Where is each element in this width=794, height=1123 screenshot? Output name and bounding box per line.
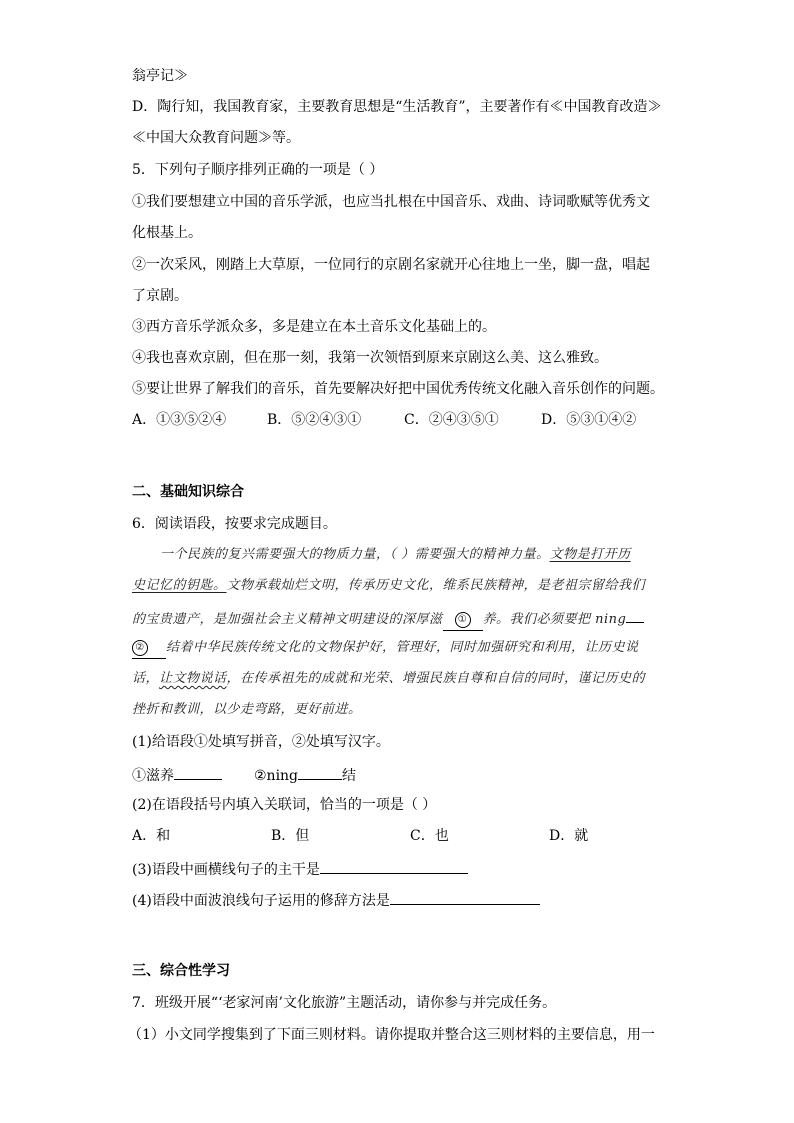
q7-stem: 7．班级开展“‘老家河南’文化旅游”主题活动，请你参与并完成任务。	[132, 995, 557, 1011]
q5-option-a[interactable]: A．①③⑤②④	[132, 412, 227, 428]
q4-option-c-tail: 翁亭记≫	[132, 68, 188, 84]
q6-sub-2-options	[132, 826, 672, 846]
q6-stem: 6．阅读语段，按要求完成题目。	[132, 516, 337, 532]
q6-sub-4: (4)语段中面波浪线句子运用的修辞方法是	[132, 889, 672, 911]
q5-option-c[interactable]: C．②④③⑤①	[404, 412, 499, 428]
q5-sentence-3: ③西方音乐学派众多，多是建立在本土音乐文化基础上的。	[132, 319, 496, 335]
q5-sentence-2a: ②一次采风，刚踏上大草原，一位同行的京剧名家就开心往地上一坐，脚一盘，唱起	[132, 257, 650, 273]
q6-sub-2: (2)在语段括号内填入关联词，恰当的一项是（ ）	[132, 797, 437, 813]
underlined-sentence: 文物是打开历	[549, 547, 631, 562]
passage-line-2: 史记忆的钥匙。文物承载灿烂文明，传承历史文化，维系民族精神，是老祖宗留给我们	[132, 578, 646, 593]
answer-blank-4[interactable]	[390, 889, 540, 905]
q6-option-a[interactable]: A．和	[132, 828, 171, 844]
q5-sentence-2b: 了京剧。	[132, 288, 188, 304]
q6-option-c[interactable]: C．也	[410, 828, 449, 844]
q6-sub-1: (1)给语段①处填写拼音，②处填写汉字。	[132, 734, 390, 750]
passage-line-3: 的宝贵遗产，是加强社会主义精神文明建设的深厚滋 ① 养。我们必须要把 ning	[132, 607, 672, 631]
q4-option-d-cont: ≪中国大众教育问题≫等。	[132, 130, 300, 146]
q5-sentence-1b: 化根基上。	[132, 225, 202, 241]
blank-2-start	[626, 607, 644, 623]
q6-option-d[interactable]: D．就	[549, 828, 589, 844]
underlined-sentence-cont: 史记忆的钥匙。	[132, 578, 227, 593]
passage-line-5: 话，让文物说话，在传承祖先的成就和光荣、增强民族自尊和自信的同时，谨记历史的	[132, 671, 646, 686]
passage-line-1: 一个民族的复兴需要强大的物质力量，（ ）需要强大的精神力量。文物是打开历	[160, 547, 631, 562]
q5-sentence-5: ⑤要让世界了解我们的音乐，首先要解决好把中国优秀传统文化融入音乐创作的问题。	[132, 381, 664, 397]
q5-options	[132, 410, 672, 430]
blank-1: ①	[443, 610, 483, 631]
q5-sentence-4: ④我也喜欢京剧，但在那一刻，我第一次领悟到原来京剧这么美、这么雅致。	[132, 350, 608, 366]
section-3-title: 三、综合性学习	[132, 963, 230, 979]
q5-stem: 5．下列句子顺序排列正确的一项是（ ）	[132, 162, 384, 178]
q5-option-b[interactable]: B．⑤②④③①	[267, 412, 362, 428]
q5-option-d[interactable]: D．⑤③①④②	[541, 412, 637, 428]
q7-sub-1: （1）小文同学搜集到了下面三则材料。请你提取并整合这三则材料的主要信息，用一	[128, 1027, 655, 1043]
answer-blank-1[interactable]	[174, 764, 222, 780]
q6-sub-1-answers: ①滋养 ②ning 结	[132, 764, 672, 786]
blank-2: ②	[132, 638, 166, 659]
section-2-title: 二、基础知识综合	[132, 484, 244, 500]
passage-line-4: ② 结着中华民族传统文化的文物保护好，管理好，同时加强研究和利用，让历史说	[132, 638, 672, 659]
passage-line-6: 挫折和教训，以少走弯路，更好前进。	[132, 702, 362, 717]
q6-sub-3: (3)语段中画横线句子的主干是	[132, 858, 672, 880]
answer-blank-2[interactable]	[298, 764, 342, 780]
answer-blank-3[interactable]	[320, 858, 468, 874]
q4-option-d: D．陶行知，我国教育家，主要教育思想是“生活教育”，主要著作有≪中国教育改造≫	[132, 99, 662, 115]
q5-sentence-1a: ①我们要想建立中国的音乐学派，也应当扎根在中国音乐、戏曲、诗词歌赋等优秀文	[132, 194, 650, 210]
q6-option-b[interactable]: B．但	[271, 828, 310, 844]
wavy-sentence: 让文物说话	[159, 671, 227, 686]
